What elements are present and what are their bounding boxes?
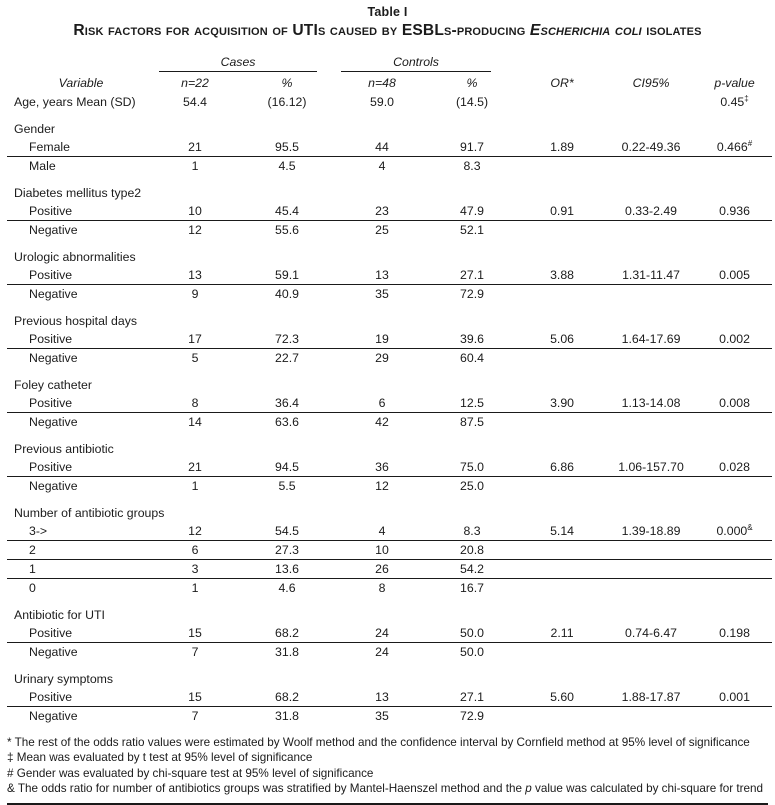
p-value-text: 0.028 bbox=[719, 459, 750, 474]
group-label-row bbox=[7, 597, 772, 624]
p-value-cell bbox=[697, 540, 772, 559]
controls-pct-cell: 72.9 bbox=[460, 286, 484, 301]
table-head bbox=[7, 54, 772, 93]
controls-n-cell: 24 bbox=[375, 644, 389, 659]
cases-n-cell: 7 bbox=[191, 708, 199, 723]
p-col-spacer bbox=[697, 54, 772, 75]
controls-pct-cell: 39.6 bbox=[425, 330, 519, 349]
ci-cell bbox=[605, 476, 697, 495]
group-label-cell: Number of antibiotic groups bbox=[14, 505, 165, 520]
odds-ratio-cell bbox=[519, 642, 605, 661]
p-value-cell bbox=[697, 348, 772, 367]
cases-n-cell: 13 bbox=[155, 266, 235, 285]
cases-n-cell: 17 bbox=[155, 330, 235, 349]
controls-pct-cell: 47.9 bbox=[425, 202, 519, 221]
controls-pct-cell: 72.9 bbox=[460, 708, 484, 723]
ci-cell bbox=[605, 540, 697, 559]
p-value-cell bbox=[697, 220, 772, 239]
cases-n-cell: 8 bbox=[155, 394, 235, 413]
cases-n-cell: 12 bbox=[188, 222, 202, 237]
variable-cell: Negative bbox=[29, 414, 78, 429]
group-label-cell: Foley catheter bbox=[14, 377, 92, 392]
cases-n-cell: 15 bbox=[155, 624, 235, 643]
ci-cell bbox=[605, 578, 697, 597]
ci-cell bbox=[605, 559, 697, 578]
odds-ratio-cell bbox=[519, 559, 605, 578]
odds-ratio-cell bbox=[519, 220, 605, 239]
cases-pct-cell: (16.12) bbox=[267, 94, 307, 109]
ci-cell: 0.33-2.49 bbox=[605, 202, 697, 221]
cases-pct-cell: 95.5 bbox=[235, 138, 339, 157]
ci-cell: 1.31-11.47 bbox=[605, 266, 697, 285]
odds-ratio-cell: 1.89 bbox=[519, 138, 605, 157]
ci-cell bbox=[605, 93, 697, 111]
variable-col-spacer bbox=[7, 54, 155, 75]
controls-n-cell: 19 bbox=[339, 330, 425, 349]
controls-n-cell: 12 bbox=[375, 478, 389, 493]
p-value-cell bbox=[697, 266, 772, 285]
cases-n-cell: 6 bbox=[155, 540, 235, 559]
group-label-cell: Gender bbox=[14, 121, 56, 136]
ci-cell bbox=[605, 706, 697, 725]
controls-n-cell: 13 bbox=[339, 688, 425, 707]
cases-n-cell: 14 bbox=[188, 414, 202, 429]
ci-cell: 1.13-14.08 bbox=[605, 394, 697, 413]
controls-pct-cell: 75.0 bbox=[425, 458, 519, 477]
controls-n-cell: 44 bbox=[339, 138, 425, 157]
p-value-superscript: ‡ bbox=[744, 93, 749, 103]
group-label-cell: Diabetes mellitus type2 bbox=[14, 185, 142, 200]
table-row bbox=[7, 559, 772, 578]
p-value-text: 0.466 bbox=[716, 139, 748, 154]
p-value-col-header: p-value bbox=[714, 75, 755, 90]
ci-cell: 1.64-17.69 bbox=[605, 330, 697, 349]
p-value-cell bbox=[697, 138, 772, 157]
group-label-row bbox=[7, 239, 772, 266]
variable-cell: Negative bbox=[29, 286, 78, 301]
group-label-cell: Previous antibiotic bbox=[14, 441, 114, 456]
table-row bbox=[7, 284, 772, 303]
variable-cell: Positive bbox=[7, 458, 155, 477]
odds-ratio-cell bbox=[519, 284, 605, 303]
odds-ratio-cell bbox=[519, 348, 605, 367]
cases-pct-cell: 22.7 bbox=[275, 350, 299, 365]
table-row bbox=[7, 458, 772, 477]
ci-cell: 1.88-17.87 bbox=[605, 688, 697, 707]
group-label-row bbox=[7, 495, 772, 522]
variable-cell: 3-> bbox=[7, 522, 155, 541]
p-value-cell bbox=[697, 458, 772, 477]
variable-cell: Negative bbox=[29, 644, 78, 659]
variable-cell: 1 bbox=[7, 559, 155, 578]
controls-pct-cell: 87.5 bbox=[460, 414, 484, 429]
cases-n-cell: 10 bbox=[155, 202, 235, 221]
table-row bbox=[7, 476, 772, 495]
controls-pct-cell: 60.4 bbox=[460, 350, 484, 365]
p-value-text: 0.198 bbox=[719, 625, 750, 640]
p-value-cell bbox=[697, 476, 772, 495]
variable-cell: Negative bbox=[29, 222, 78, 237]
cases-pct-cell: 68.2 bbox=[235, 624, 339, 643]
cases-span-header bbox=[155, 54, 339, 75]
p-value-text: 0.001 bbox=[719, 689, 750, 704]
controls-pct-cell: 91.7 bbox=[425, 138, 519, 157]
variable-col-header: Variable bbox=[58, 75, 104, 90]
ci-cell bbox=[605, 348, 697, 367]
footnote-line bbox=[7, 766, 768, 782]
odds-ratio-col-header: OR* bbox=[550, 75, 574, 90]
column-header-row bbox=[7, 75, 772, 93]
controls-pct-cell: (14.5) bbox=[455, 94, 489, 109]
cases-pct-cell: 63.6 bbox=[275, 414, 299, 429]
group-label-row bbox=[7, 175, 772, 202]
table-row bbox=[7, 522, 772, 541]
controls-n-cell: 26 bbox=[339, 559, 425, 578]
controls-pct-cell: 12.5 bbox=[425, 394, 519, 413]
table-number: Table I bbox=[367, 5, 408, 19]
cases-pct-cell: 4.5 bbox=[278, 158, 296, 173]
cases-pct-cell: 31.8 bbox=[275, 644, 299, 659]
controls-pct-cell: 50.0 bbox=[460, 644, 484, 659]
or-col-spacer bbox=[519, 54, 605, 75]
cases-n-cell: 12 bbox=[155, 522, 235, 541]
table-row bbox=[7, 138, 772, 157]
cases-n-cell: 1 bbox=[191, 158, 199, 173]
cases-n-cell: 15 bbox=[155, 688, 235, 707]
table-row bbox=[7, 688, 772, 707]
controls-n-cell: 4 bbox=[339, 522, 425, 541]
table-row bbox=[7, 156, 772, 175]
cases-n-col-header: n=22 bbox=[181, 75, 209, 90]
table-title-text: Risk factors for acquisition of UTIs caused by ESBLs-producing bbox=[73, 22, 530, 39]
ci-cell: 1.06-157.70 bbox=[605, 458, 697, 477]
footnote-text-post: value was calculated by chi-square for trend bbox=[531, 782, 764, 796]
p-value-cell bbox=[697, 578, 772, 597]
table-row bbox=[7, 220, 772, 239]
p-value-text: 0.45 bbox=[720, 94, 745, 109]
ci-cell: 0.74-6.47 bbox=[605, 624, 697, 643]
footnotes bbox=[7, 735, 768, 797]
footnote-text: # Gender was evaluated by chi-square test at 95% level of significance bbox=[7, 766, 374, 780]
p-value-superscript: & bbox=[747, 522, 753, 532]
table-title bbox=[5, 22, 770, 40]
group-label-row bbox=[7, 431, 772, 458]
footnote-text: & The odds ratio for number of antibiotics groups was stratified by Mantel-Haenszel method and the bbox=[7, 782, 526, 796]
controls-pct-cell: 25.0 bbox=[460, 478, 484, 493]
odds-ratio-cell bbox=[519, 156, 605, 175]
footnote-text: ‡ Mean was evaluated by t test at 95% level of significance bbox=[7, 751, 313, 765]
ci-cell bbox=[605, 156, 697, 175]
odds-ratio-cell bbox=[519, 540, 605, 559]
controls-n-col-header: n=48 bbox=[368, 75, 396, 90]
ci-cell bbox=[605, 412, 697, 431]
cases-pct-cell: 45.4 bbox=[235, 202, 339, 221]
controls-pct-cell: 52.1 bbox=[460, 222, 484, 237]
odds-ratio-cell: 2.11 bbox=[519, 624, 605, 643]
table-row bbox=[7, 706, 772, 725]
controls-pct-cell: 8.3 bbox=[463, 158, 481, 173]
table-row bbox=[7, 348, 772, 367]
p-value-text: 0.000 bbox=[716, 523, 748, 538]
p-value-cell bbox=[697, 284, 772, 303]
ci-cell bbox=[605, 284, 697, 303]
p-value-text: 0.936 bbox=[719, 203, 750, 218]
controls-n-cell: 24 bbox=[339, 624, 425, 643]
odds-ratio-cell bbox=[519, 578, 605, 597]
cases-pct-col-header: % bbox=[281, 75, 293, 90]
cases-pct-cell: 59.1 bbox=[235, 266, 339, 285]
p-value-cell bbox=[697, 93, 772, 111]
cases-pct-cell: 40.9 bbox=[275, 286, 299, 301]
cases-pct-cell: 31.8 bbox=[275, 708, 299, 723]
cases-n-cell: 54.4 bbox=[183, 94, 207, 109]
table-row bbox=[7, 330, 772, 349]
group-label-row bbox=[7, 661, 772, 688]
cases-n-cell: 21 bbox=[155, 138, 235, 157]
cases-n-cell: 7 bbox=[191, 644, 199, 659]
cases-pct-cell: 55.6 bbox=[275, 222, 299, 237]
variable-cell: Negative bbox=[29, 708, 78, 723]
p-value-cell bbox=[697, 156, 772, 175]
controls-n-cell: 29 bbox=[375, 350, 389, 365]
cases-n-cell: 3 bbox=[155, 559, 235, 578]
ci-cell: 1.39-18.89 bbox=[605, 522, 697, 541]
controls-n-cell: 10 bbox=[339, 540, 425, 559]
controls-n-cell: 35 bbox=[375, 708, 389, 723]
p-value-cell bbox=[697, 412, 772, 431]
controls-pct-cell: 8.3 bbox=[425, 522, 519, 541]
group-label-cell: Urinary symptoms bbox=[14, 671, 114, 686]
odds-ratio-cell bbox=[519, 706, 605, 725]
controls-n-cell: 42 bbox=[375, 414, 389, 429]
p-value-cell bbox=[697, 706, 772, 725]
controls-group-label: Controls bbox=[341, 55, 491, 72]
controls-n-cell: 36 bbox=[339, 458, 425, 477]
cases-pct-cell: 4.6 bbox=[278, 580, 296, 595]
variable-cell: Age, years Mean (SD) bbox=[14, 94, 136, 109]
footnote-line bbox=[7, 781, 768, 797]
variable-cell: Negative bbox=[29, 478, 78, 493]
ci-cell: 0.22-49.36 bbox=[605, 138, 697, 157]
variable-cell: Positive bbox=[7, 202, 155, 221]
controls-n-cell: 23 bbox=[339, 202, 425, 221]
cases-pct-cell: 5.5 bbox=[278, 478, 296, 493]
span-header-row bbox=[7, 54, 772, 75]
table-body bbox=[7, 93, 772, 725]
p-value-cell bbox=[697, 624, 772, 643]
table-row bbox=[7, 394, 772, 413]
group-label-cell: Previous hospital days bbox=[14, 313, 138, 328]
controls-n-cell: 13 bbox=[339, 266, 425, 285]
controls-pct-cell: 16.7 bbox=[460, 580, 484, 595]
controls-pct-cell: 27.1 bbox=[425, 688, 519, 707]
group-label-row bbox=[7, 303, 772, 330]
group-label-row bbox=[7, 367, 772, 394]
controls-pct-cell: 54.2 bbox=[425, 559, 519, 578]
controls-n-cell: 6 bbox=[339, 394, 425, 413]
table-row bbox=[7, 412, 772, 431]
controls-n-cell: 59.0 bbox=[370, 94, 394, 109]
cases-pct-cell: 27.3 bbox=[235, 540, 339, 559]
variable-cell: Negative bbox=[29, 350, 78, 365]
p-value-cell bbox=[697, 202, 772, 221]
footnote-italic-term: p bbox=[525, 782, 532, 796]
p-value-superscript: # bbox=[747, 138, 753, 148]
odds-ratio-cell bbox=[519, 93, 605, 111]
p-value-cell bbox=[697, 522, 772, 541]
ci-col-spacer bbox=[605, 54, 697, 75]
p-value-cell bbox=[697, 330, 772, 349]
controls-pct-cell: 50.0 bbox=[425, 624, 519, 643]
variable-cell: Positive bbox=[7, 266, 155, 285]
ci-cell bbox=[605, 220, 697, 239]
table-row bbox=[7, 202, 772, 221]
p-value-cell bbox=[697, 642, 772, 661]
footnote-line bbox=[7, 735, 768, 751]
cases-pct-cell: 54.5 bbox=[235, 522, 339, 541]
controls-n-cell: 25 bbox=[375, 222, 389, 237]
group-label-cell: Urologic abnormalities bbox=[14, 249, 136, 264]
variable-cell: Positive bbox=[7, 330, 155, 349]
variable-cell: Male bbox=[29, 158, 56, 173]
cases-pct-cell: 72.3 bbox=[235, 330, 339, 349]
controls-n-cell: 4 bbox=[378, 158, 386, 173]
ci-col-header: CI95% bbox=[632, 75, 670, 90]
odds-ratio-cell: 0.91 bbox=[519, 202, 605, 221]
table-row bbox=[7, 266, 772, 285]
odds-ratio-cell: 3.88 bbox=[519, 266, 605, 285]
cases-pct-cell: 13.6 bbox=[235, 559, 339, 578]
table-row bbox=[7, 624, 772, 643]
ci-cell bbox=[605, 642, 697, 661]
controls-pct-cell: 20.8 bbox=[425, 540, 519, 559]
footnote-text: * The rest of the odds ratio values were estimated by Woolf method and the confidence interval by Cornfield method at 95% level of significance bbox=[7, 735, 750, 749]
controls-n-cell: 8 bbox=[378, 580, 386, 595]
group-label-cell: Antibiotic for UTI bbox=[14, 607, 105, 622]
odds-ratio-cell: 5.14 bbox=[519, 522, 605, 541]
cases-n-cell: 1 bbox=[191, 478, 199, 493]
controls-pct-cell: 27.1 bbox=[425, 266, 519, 285]
table-row bbox=[7, 578, 772, 597]
variable-cell: Positive bbox=[7, 624, 155, 643]
variable-cell: 2 bbox=[7, 540, 155, 559]
p-value-text: 0.008 bbox=[719, 395, 750, 410]
variable-cell: Female bbox=[7, 138, 155, 157]
risk-factors-table bbox=[7, 54, 772, 725]
variable-cell: 0 bbox=[29, 580, 36, 595]
cases-n-cell: 21 bbox=[155, 458, 235, 477]
p-value-cell bbox=[697, 688, 772, 707]
table-title-suffix: isolates bbox=[641, 22, 702, 39]
controls-n-cell: 35 bbox=[375, 286, 389, 301]
cases-n-cell: 1 bbox=[191, 580, 199, 595]
cases-pct-cell: 68.2 bbox=[235, 688, 339, 707]
p-value-text: 0.002 bbox=[719, 331, 750, 346]
table-row bbox=[7, 93, 772, 111]
odds-ratio-cell: 6.86 bbox=[519, 458, 605, 477]
group-label-row bbox=[7, 111, 772, 138]
table-title-species: Escherichia coli bbox=[529, 22, 642, 39]
cases-group-label: Cases bbox=[159, 55, 317, 72]
footnote-line bbox=[7, 750, 768, 766]
odds-ratio-cell: 3.90 bbox=[519, 394, 605, 413]
p-value-cell bbox=[697, 559, 772, 578]
table-row bbox=[7, 642, 772, 661]
controls-pct-col-header: % bbox=[466, 75, 478, 90]
odds-ratio-cell: 5.60 bbox=[519, 688, 605, 707]
controls-span-header bbox=[339, 54, 519, 75]
p-value-cell bbox=[697, 394, 772, 413]
cases-n-cell: 9 bbox=[191, 286, 199, 301]
variable-cell: Positive bbox=[7, 688, 155, 707]
odds-ratio-cell: 5.06 bbox=[519, 330, 605, 349]
odds-ratio-cell bbox=[519, 412, 605, 431]
odds-ratio-cell bbox=[519, 476, 605, 495]
variable-cell: Positive bbox=[7, 394, 155, 413]
p-value-text: 0.005 bbox=[719, 267, 750, 282]
cases-pct-cell: 36.4 bbox=[235, 394, 339, 413]
cases-pct-cell: 94.5 bbox=[235, 458, 339, 477]
table-row bbox=[7, 540, 772, 559]
cases-n-cell: 5 bbox=[191, 350, 199, 365]
